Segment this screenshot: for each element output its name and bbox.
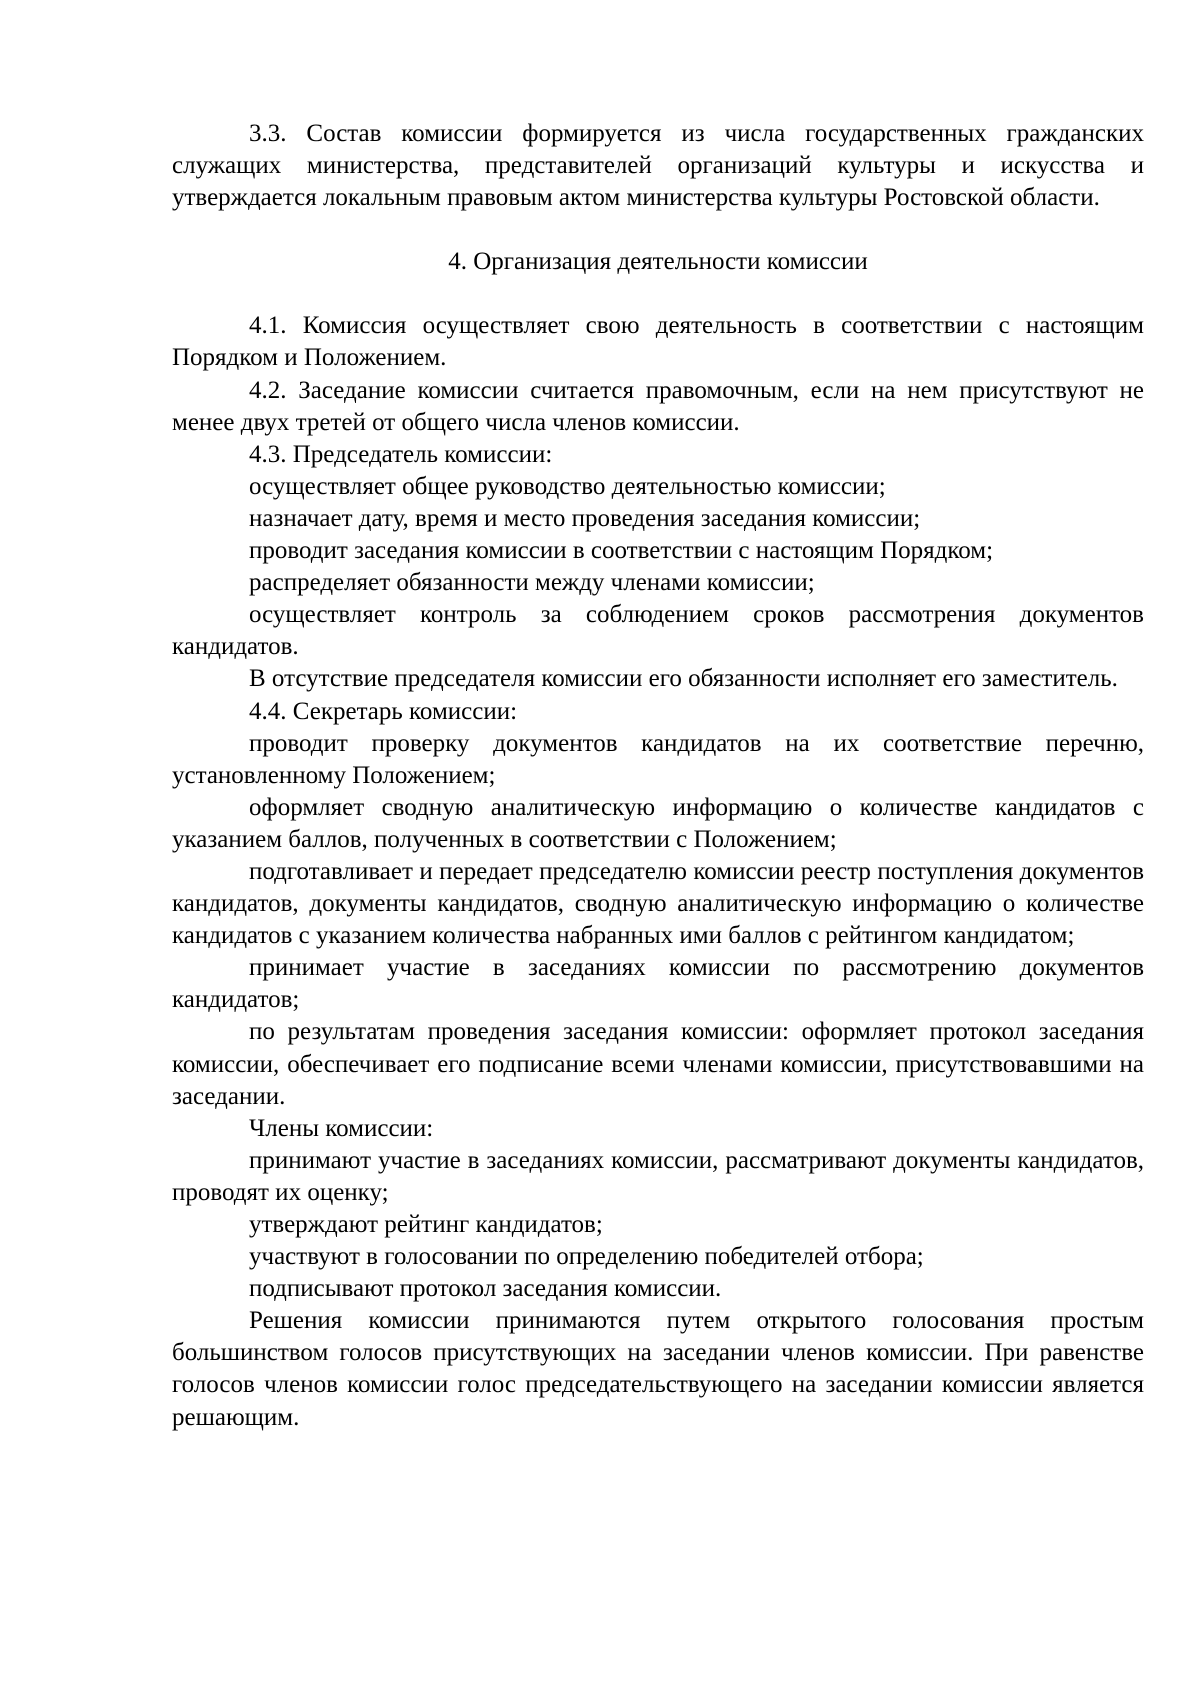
paragraph-4-4: 4.4. Секретарь комиссии: xyxy=(249,697,518,725)
members-heading: Члены комиссии: xyxy=(249,1114,434,1142)
paragraph-4-3: 4.3. Председатель комиссии: xyxy=(249,440,553,468)
members-duty-item: принимают участие в заседаниях комиссии, рассматривают документы кандидатов, проводят их оценку; xyxy=(172,1146,1144,1206)
document-body xyxy=(172,118,1144,1434)
paragraph-4-1: 4.1. Комиссия осуществляет свою деятельность в соответствии с настоящим Порядком и Положением. xyxy=(172,312,1144,372)
chair-duty-item: распределяет обязанности между членами комиссии; xyxy=(249,569,815,597)
secretary-duty-item: оформляет сводную аналитическую информацию о количестве кандидатов с указанием баллов, полученных в соответствии с Положением; xyxy=(172,793,1144,853)
secretary-duty-item: подготавливает и передает председателю комиссии реестр поступления документов кандидатов, документы кандидатов, сводную аналитическую информацию о количестве кандидатов с указанием количества набранных ими баллов с рейтингом кандидатом; xyxy=(172,857,1144,950)
chair-duty-item: осуществляет контроль за соблюдением сроков рассмотрения документов кандидатов. xyxy=(172,601,1144,661)
chair-duty-item: назначает дату, время и место проведения заседания комиссии; xyxy=(249,504,921,532)
section-4-heading: 4. Организация деятельности комиссии xyxy=(448,248,868,276)
secretary-duty-item: проводит проверку документов кандидатов на их соответствие перечню, установленному Положением; xyxy=(172,729,1144,789)
chair-absence-paragraph: В отсутствие председателя комиссии его обязанности исполняет его заместитель. xyxy=(249,665,1118,693)
members-duty-item: подписывают протокол заседания комиссии. xyxy=(249,1275,722,1303)
members-duty-item: утверждают рейтинг кандидатов; xyxy=(249,1211,603,1238)
paragraph-3-3: 3.3. Состав комиссии формируется из числа государственных гражданских служащих министерства, представителей организаций культуры и искусства и утверждается локальным правовым актом министерства культуры Ростовской области. xyxy=(172,120,1144,212)
chair-duty-item: осуществляет общее руководство деятельностью комиссии; xyxy=(249,472,886,500)
paragraph-4-2: 4.2. Заседание комиссии считается правомочным, если на нем присутствуют не менее двух третей от общего числа членов комиссии. xyxy=(172,376,1144,436)
decisions-paragraph: Решения комиссии принимаются путем открытого голосования простым большинством голосов присутствующих на заседании членов комиссии. При равенстве голосов членов комиссии голос председательствующего на заседании комиссии является решающим. xyxy=(172,1307,1144,1431)
chair-duty-item: проводит заседания комиссии в соответствии с настоящим Порядком; xyxy=(249,537,994,565)
secretary-duty-item: принимает участие в заседаниях комиссии по рассмотрению документов кандидатов; xyxy=(172,954,1144,1014)
secretary-duty-item: по результатам проведения заседания комиссии: оформляет протокол заседания комиссии, обеспечивает его подписание всеми членами комиссии, присутствовавшими на заседании. xyxy=(172,1018,1144,1110)
members-duty-item: участвуют в голосовании по определению победителей отбора; xyxy=(249,1243,924,1271)
